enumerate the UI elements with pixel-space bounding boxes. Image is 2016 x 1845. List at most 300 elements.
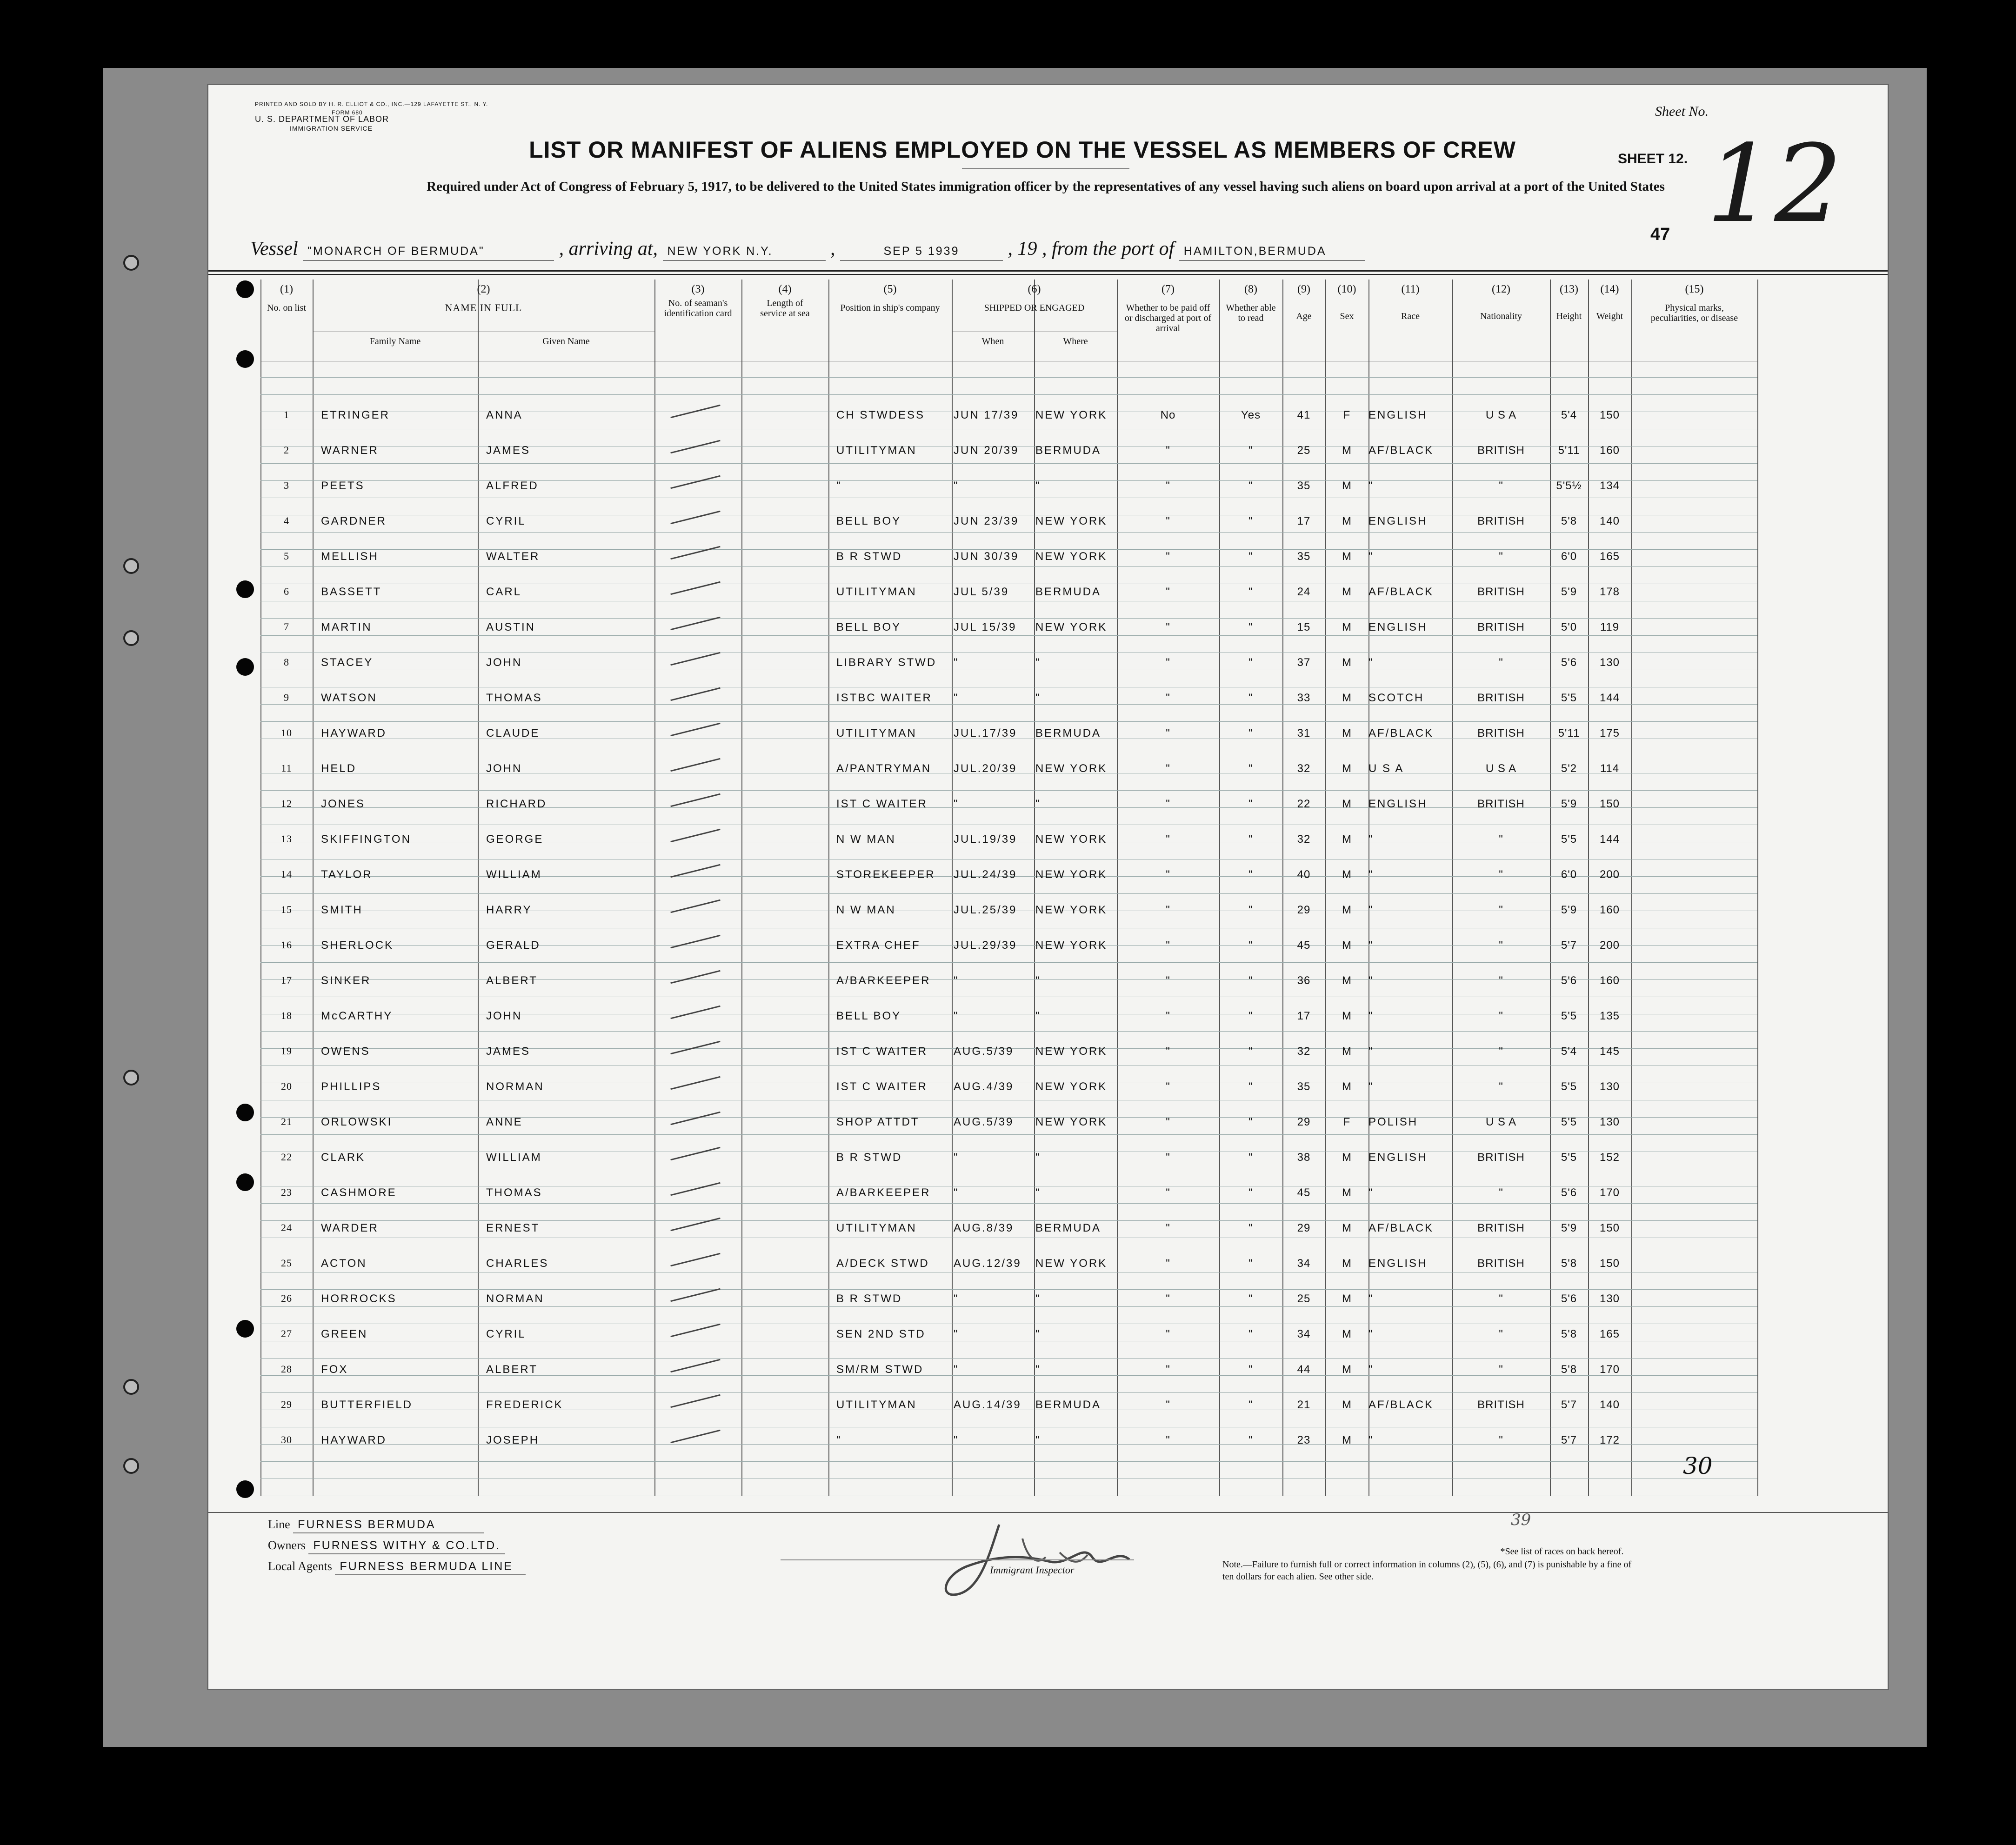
cell-family: CASHMORE — [321, 1186, 397, 1199]
cell-paid: " — [1166, 1080, 1170, 1093]
cell-sex: M — [1342, 939, 1352, 952]
cell-height: 5'5 — [1561, 1116, 1577, 1128]
col-paid-off: Whether to be paid off or discharged at port of arrival — [1124, 303, 1212, 333]
col-family-name: Family Name — [369, 336, 421, 346]
cell-nat: BRITISH — [1477, 621, 1525, 633]
colnum: (3) — [691, 283, 705, 295]
cell-family: MARTIN — [321, 621, 372, 633]
cell-paid: " — [1166, 1010, 1170, 1022]
cell-nat: BRITISH — [1477, 727, 1525, 739]
cell-age: 41 — [1297, 409, 1311, 421]
cell-when: JUN 30/39 — [954, 550, 1019, 563]
footer-line — [268, 1518, 484, 1533]
cell-race: ENGLISH — [1368, 1151, 1428, 1164]
cell-race: " — [1368, 833, 1374, 846]
cell-sex: M — [1342, 444, 1352, 457]
row-rule — [260, 1289, 1757, 1290]
cell-sex: M — [1342, 904, 1352, 916]
cell-age: 36 — [1297, 974, 1311, 987]
cell-no: 22 — [281, 1151, 292, 1163]
cell-read: " — [1248, 550, 1253, 563]
cell-sex: M — [1342, 798, 1352, 810]
check-mark — [670, 1430, 720, 1444]
column-rule — [828, 280, 829, 1496]
cell-given: HARRY — [486, 904, 532, 916]
from-label: , from the port of — [1042, 238, 1175, 260]
colnum: (1) — [280, 283, 293, 295]
row-rule — [260, 635, 1757, 636]
cell-weight: 119 — [1600, 621, 1620, 633]
cell-position: LIBRARY STWD — [836, 656, 937, 669]
cell-nat: " — [1499, 868, 1503, 881]
cell-read: " — [1248, 1010, 1253, 1022]
col-where: Where — [1063, 336, 1088, 346]
cell-no: 18 — [281, 1010, 292, 1021]
year-label: , 19 — [1008, 238, 1037, 260]
cell-read: " — [1248, 586, 1253, 598]
cell-given: ANNE — [486, 1116, 523, 1128]
cell-given: ALFRED — [486, 480, 539, 492]
col-race: Race — [1401, 311, 1420, 321]
cell-sex: M — [1342, 1186, 1352, 1199]
cell-when: AUG.5/39 — [954, 1116, 1014, 1128]
check-mark — [670, 475, 720, 489]
cell-when: AUG.14/39 — [954, 1399, 1021, 1411]
cell-no: 1 — [284, 409, 289, 420]
cell-paid: " — [1166, 444, 1170, 457]
cell-paid: " — [1166, 833, 1170, 846]
cell-position: UTILITYMAN — [836, 1399, 917, 1411]
cell-read: " — [1248, 444, 1253, 457]
cell-position: UTILITYMAN — [836, 727, 917, 739]
cell-age: 29 — [1297, 904, 1311, 916]
cell-paid: " — [1166, 515, 1170, 527]
cell-position: A/BARKEEPER — [836, 1186, 931, 1199]
colnum: (10) — [1337, 283, 1356, 295]
cell-family: WARNER — [321, 444, 379, 457]
check-mark — [670, 829, 720, 843]
footer-agents — [268, 1559, 526, 1575]
cell-age: 29 — [1297, 1222, 1311, 1234]
cell-height: 5'0 — [1561, 621, 1577, 633]
cell-given: GEORGE — [486, 833, 544, 846]
cell-read: " — [1248, 515, 1253, 527]
column-rule — [1757, 280, 1758, 1496]
col-id-card: No. of seaman's identification card — [664, 298, 732, 319]
cell-sex: M — [1342, 1045, 1352, 1058]
cell-where: BERMUDA — [1035, 1399, 1101, 1411]
cell-given: THOMAS — [486, 1186, 542, 1199]
row-rule — [260, 394, 1757, 395]
colnum: (11) — [1401, 283, 1420, 295]
cell-read: " — [1248, 833, 1253, 846]
sheet-label: SHEET 12. — [1618, 151, 1688, 167]
cell-race: " — [1368, 480, 1374, 492]
cell-read: " — [1248, 1186, 1253, 1199]
cell-nat: BRITISH — [1477, 515, 1525, 527]
cell-where: NEW YORK — [1035, 409, 1108, 421]
cell-family: McCARTHY — [321, 1010, 393, 1022]
cell-height: 5'7 — [1561, 1399, 1577, 1411]
cell-age: 38 — [1297, 1151, 1311, 1164]
cell-where: NEW YORK — [1035, 1116, 1108, 1128]
cell-age: 35 — [1297, 480, 1311, 492]
cell-paid: " — [1166, 727, 1170, 739]
cell-height: 6'0 — [1561, 550, 1577, 563]
cell-sex: F — [1343, 1116, 1351, 1128]
row-rule — [260, 463, 1757, 464]
cell-no: 23 — [281, 1186, 292, 1198]
cell-position: UTILITYMAN — [836, 444, 917, 457]
cell-no: 24 — [281, 1222, 292, 1233]
colnum: (12) — [1492, 283, 1510, 295]
cell-family: OWENS — [321, 1045, 370, 1058]
cell-paid: " — [1166, 1363, 1170, 1376]
cell-weight: 175 — [1599, 727, 1620, 739]
cell-where: BERMUDA — [1035, 586, 1101, 598]
cell-race: " — [1368, 1010, 1374, 1022]
cell-sex: F — [1343, 409, 1351, 421]
cell-no: 16 — [281, 939, 292, 951]
arrival-port: NEW YORK N.Y. — [663, 245, 826, 261]
cell-when: " — [954, 1328, 959, 1340]
cell-age: 32 — [1297, 762, 1311, 775]
cell-family: ACTON — [321, 1257, 367, 1270]
cell-given: AUSTIN — [486, 621, 536, 633]
cell-nat: BRITISH — [1477, 586, 1525, 598]
cell-weight: 150 — [1599, 409, 1620, 421]
row-rule — [260, 893, 1757, 894]
punch-hole — [236, 1173, 254, 1191]
cell-nat: " — [1499, 904, 1503, 916]
cell-position: B R STWD — [836, 550, 902, 563]
cell-paid: " — [1166, 1222, 1170, 1234]
board-hole — [123, 255, 139, 271]
column-rule — [1368, 280, 1369, 1496]
cell-race: " — [1368, 656, 1374, 669]
cell-read: " — [1248, 798, 1253, 810]
cell-where: NEW YORK — [1035, 550, 1108, 563]
cell-sex: M — [1342, 1257, 1352, 1270]
colnum: (7) — [1162, 283, 1175, 295]
check-mark — [670, 1182, 720, 1196]
cell-no: 26 — [281, 1292, 292, 1304]
cell-where: " — [1035, 1010, 1041, 1022]
row-rule — [260, 1461, 1757, 1462]
cell-where: NEW YORK — [1035, 939, 1108, 952]
cell-position: CH STWDESS — [836, 409, 925, 421]
cell-race: " — [1368, 974, 1374, 987]
cell-paid: " — [1166, 1399, 1170, 1411]
check-mark — [670, 511, 720, 525]
cell-no: 15 — [281, 904, 292, 915]
cell-age: 17 — [1297, 515, 1311, 527]
cell-race: AF/BLACK — [1368, 444, 1434, 457]
cell-read: " — [1248, 1328, 1253, 1340]
cell-family: HELD — [321, 762, 357, 775]
cell-family: PEETS — [321, 480, 365, 492]
column-rule — [478, 280, 479, 1496]
cell-race: ENGLISH — [1368, 798, 1428, 810]
cell-sex: M — [1342, 833, 1352, 846]
cell-where: " — [1035, 1328, 1041, 1340]
cell-weight: 144 — [1599, 692, 1620, 704]
cell-given: NORMAN — [486, 1080, 544, 1093]
cell-height: 5'9 — [1561, 1222, 1577, 1234]
cell-height: 5'6 — [1561, 1186, 1577, 1199]
check-mark — [670, 1112, 720, 1126]
cell-sex: M — [1342, 515, 1352, 527]
colnum: (6) — [1028, 283, 1041, 295]
cell-race: " — [1368, 868, 1374, 881]
row-rule — [260, 1220, 1757, 1221]
cell-given: RICHARD — [486, 798, 547, 810]
cell-sex: M — [1342, 1151, 1352, 1164]
cell-height: 5'5 — [1561, 1080, 1577, 1093]
cell-family: HAYWARD — [321, 1434, 387, 1446]
cell-given: WILLIAM — [486, 1151, 542, 1164]
cell-nat: " — [1499, 656, 1503, 669]
cell-sex: M — [1342, 974, 1352, 987]
col-marks: Physical marks, peculiarities, or disease — [1650, 303, 1738, 323]
cell-no: 27 — [281, 1328, 292, 1339]
cell-paid: " — [1166, 1328, 1170, 1340]
row-rule — [260, 377, 1757, 378]
check-mark — [670, 1394, 720, 1408]
column-rule — [654, 280, 655, 1496]
cell-race: " — [1368, 1080, 1374, 1093]
cell-family: BUTTERFIELD — [321, 1399, 413, 1411]
cell-sex: M — [1342, 480, 1352, 492]
cell-weight: 130 — [1599, 1292, 1620, 1305]
cell-no: 8 — [284, 656, 289, 668]
cell-no: 20 — [281, 1080, 292, 1092]
cell-race: ENGLISH — [1368, 409, 1428, 421]
check-mark — [670, 652, 720, 666]
cell-position: SEN 2ND STD — [836, 1328, 926, 1340]
page-title: LIST OR MANIFEST OF ALIENS EMPLOYED ON THE VESSEL AS MEMBERS OF CREW — [529, 137, 1516, 163]
cell-sex: M — [1342, 1399, 1352, 1411]
cell-given: CYRIL — [486, 1328, 526, 1340]
cell-read: " — [1248, 1045, 1253, 1058]
cell-nat: " — [1499, 974, 1503, 987]
cell-weight: 160 — [1599, 974, 1620, 987]
cell-when: " — [954, 656, 959, 669]
cell-race: AF/BLACK — [1368, 586, 1434, 598]
cell-family: SKIFFINGTON — [321, 833, 411, 846]
col-no-on-list: No. on list — [267, 303, 306, 313]
line-label: Line — [268, 1518, 290, 1531]
board-hole — [123, 1379, 139, 1395]
cell-sex: M — [1342, 762, 1352, 775]
cell-sex: M — [1342, 621, 1352, 633]
cell-position: A/PANTRYMAN — [836, 762, 932, 775]
cell-height: 5'6 — [1561, 1292, 1577, 1305]
cell-family: ETRINGER — [321, 409, 390, 421]
cell-weight: 130 — [1599, 1116, 1620, 1128]
cell-no: 14 — [281, 868, 292, 880]
punch-hole — [236, 658, 254, 676]
cell-family: GARDNER — [321, 515, 387, 527]
cell-when: JUL.19/39 — [954, 833, 1017, 846]
cell-when: " — [954, 798, 959, 810]
inspector-signature — [929, 1511, 1171, 1604]
column-rule — [260, 280, 261, 1496]
cell-given: FREDERICK — [486, 1399, 563, 1411]
col-sex: Sex — [1340, 311, 1354, 321]
cell-read: " — [1248, 974, 1253, 987]
cell-given: JOSEPH — [486, 1434, 540, 1446]
cell-age: 22 — [1297, 798, 1311, 810]
column-rule — [952, 280, 953, 1496]
cell-where: NEW YORK — [1035, 833, 1108, 846]
cell-age: 15 — [1297, 621, 1311, 633]
cell-age: 24 — [1297, 586, 1311, 598]
cell-age: 32 — [1297, 1045, 1311, 1058]
cell-position: BELL BOY — [836, 621, 901, 633]
cell-weight: 150 — [1599, 1222, 1620, 1234]
cell-race: " — [1368, 1434, 1374, 1446]
check-mark — [670, 617, 720, 631]
cell-given: THOMAS — [486, 692, 542, 704]
cell-weight: 170 — [1599, 1186, 1620, 1199]
cell-height: 5'6 — [1561, 656, 1577, 669]
cell-read: " — [1248, 621, 1253, 633]
col-given-name: Given Name — [542, 336, 590, 346]
cell-age: 17 — [1297, 1010, 1311, 1022]
cell-sex: M — [1342, 868, 1352, 881]
cell-nat: " — [1499, 833, 1503, 846]
colnum: (4) — [778, 283, 792, 295]
cell-age: 32 — [1297, 833, 1311, 846]
cell-nat: " — [1499, 1363, 1503, 1376]
cell-when: JUL.29/39 — [954, 939, 1017, 952]
cell-nat: BRITISH — [1477, 1151, 1525, 1164]
row-rule — [260, 1203, 1757, 1204]
check-mark — [670, 1006, 720, 1019]
cell-family: HAYWARD — [321, 727, 387, 739]
cell-nat: U S A — [1485, 409, 1517, 421]
cell-position: A/DECK STWD — [836, 1257, 929, 1270]
cell-weight: 172 — [1599, 1434, 1620, 1446]
cell-given: JOHN — [486, 762, 522, 775]
cell-nat: " — [1499, 1292, 1503, 1305]
handwritten-count: 39 — [1511, 1511, 1531, 1529]
cell-nat: BRITISH — [1477, 1257, 1525, 1270]
cell-read: " — [1248, 1434, 1253, 1446]
cell-weight: 200 — [1599, 868, 1620, 881]
printer-line: PRINTED AND SOLD BY H. R. ELLIOT & CO., INC.—129 LAFAYETTE ST., N. Y. — [255, 101, 488, 107]
board-hole — [123, 630, 139, 646]
cell-height: 5'9 — [1561, 904, 1577, 916]
board-hole — [123, 558, 139, 574]
punch-hole — [236, 280, 254, 298]
check-mark — [670, 723, 720, 737]
cell-when: " — [954, 480, 959, 492]
cell-race: " — [1368, 939, 1374, 952]
crew-table — [260, 280, 1757, 1496]
cell-paid: " — [1166, 1045, 1170, 1058]
cell-height: 5'5 — [1561, 833, 1577, 846]
cell-position: ISTBC WAITER — [836, 692, 932, 704]
cell-when: JUL 15/39 — [954, 621, 1017, 633]
cell-given: CARL — [486, 586, 522, 598]
cell-family: JONES — [321, 798, 366, 810]
punch-hole — [236, 580, 254, 598]
cell-sex: M — [1342, 727, 1352, 739]
agents-label: Local Agents — [268, 1559, 332, 1573]
cell-paid: " — [1166, 1257, 1170, 1270]
cell-where: " — [1035, 974, 1041, 987]
cell-position: IST C WAITER — [836, 1080, 928, 1093]
cell-weight: 165 — [1599, 1328, 1620, 1340]
cell-age: 34 — [1297, 1328, 1311, 1340]
cell-when: JUL.20/39 — [954, 762, 1017, 775]
cell-paid: " — [1166, 1116, 1170, 1128]
cell-nat: BRITISH — [1477, 444, 1525, 457]
cell-no: 6 — [284, 586, 289, 597]
cell-paid: " — [1166, 1434, 1170, 1446]
cell-when: JUL 5/39 — [954, 586, 1009, 598]
cell-when: JUL.25/39 — [954, 904, 1017, 916]
cell-when: " — [954, 692, 959, 704]
cell-paid: " — [1166, 1151, 1170, 1164]
cell-race: ENGLISH — [1368, 621, 1428, 633]
cell-position: A/BARKEEPER — [836, 974, 931, 987]
departure-port: HAMILTON,BERMUDA — [1179, 245, 1365, 261]
cell-where: NEW YORK — [1035, 621, 1108, 633]
cell-height: 5'5½ — [1556, 480, 1582, 492]
cell-no: 19 — [281, 1045, 292, 1057]
cell-family: GREEN — [321, 1328, 368, 1340]
cell-age: 35 — [1297, 1080, 1311, 1093]
column-rule — [1282, 280, 1283, 1496]
cell-paid: " — [1166, 868, 1170, 881]
cell-family: MELLISH — [321, 550, 379, 563]
cell-given: WALTER — [486, 550, 540, 563]
cell-read: " — [1248, 1363, 1253, 1376]
cell-no: 21 — [281, 1116, 292, 1127]
row-rule — [260, 1306, 1757, 1307]
cell-age: 44 — [1297, 1363, 1311, 1376]
column-rule — [1325, 280, 1326, 1496]
cell-weight: 130 — [1599, 656, 1620, 669]
cell-age: 35 — [1297, 550, 1311, 563]
cell-weight: 135 — [1599, 1010, 1620, 1022]
cell-family: SINKER — [321, 974, 371, 987]
cell-sex: M — [1342, 1292, 1352, 1305]
cell-paid: No — [1160, 409, 1176, 421]
title-underline — [962, 168, 1129, 169]
cell-race: AF/BLACK — [1368, 1399, 1434, 1411]
check-mark — [670, 687, 720, 701]
cell-position: IST C WAITER — [836, 798, 928, 810]
cell-height: 5'8 — [1561, 1257, 1577, 1270]
cell-race: " — [1368, 1045, 1374, 1058]
cell-family: WARDER — [321, 1222, 379, 1234]
cell-given: GERALD — [486, 939, 541, 952]
cell-age: 25 — [1297, 444, 1311, 457]
cell-age: 45 — [1297, 939, 1311, 952]
owners-value: FURNESS WITHY & CO.LTD. — [308, 1539, 505, 1554]
cell-read: " — [1248, 1257, 1253, 1270]
cell-read: " — [1248, 1399, 1253, 1411]
cell-nat: " — [1499, 480, 1503, 492]
cell-sex: M — [1342, 586, 1352, 598]
cell-no: 3 — [284, 480, 289, 491]
cell-no: 11 — [281, 762, 292, 774]
colnum: (15) — [1685, 283, 1704, 295]
